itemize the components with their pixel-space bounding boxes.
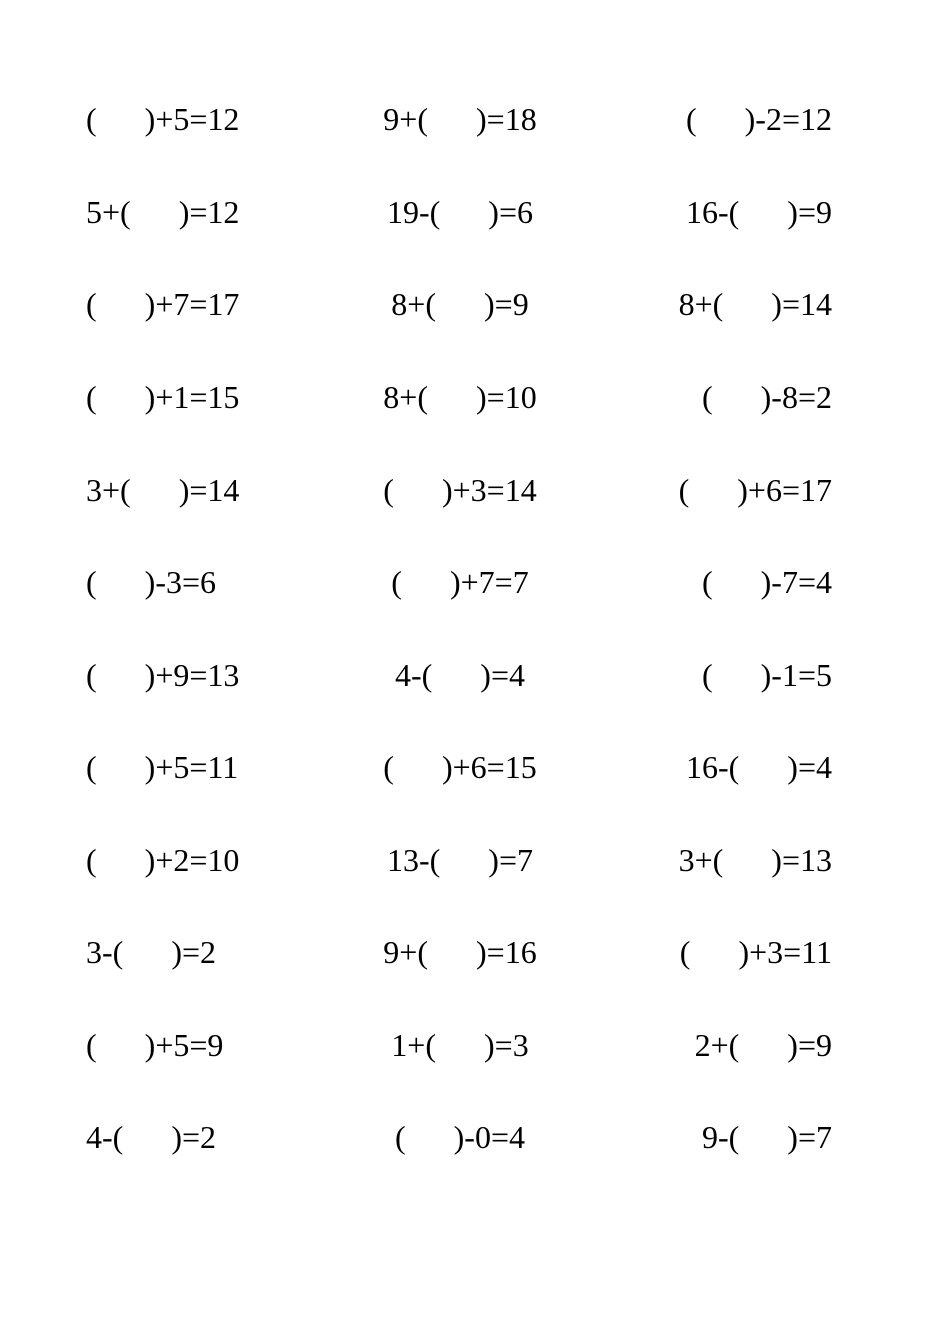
- problem: 8+( )=10: [383, 379, 537, 415]
- problem-row: [0, 377, 950, 417]
- problem-row: [0, 932, 950, 972]
- problem: 8+( )=14: [678, 286, 832, 322]
- problem-row: [0, 840, 950, 880]
- problem: 16-( )=9: [685, 194, 832, 230]
- problem: ( )+7=17: [86, 286, 240, 322]
- problem: 8+( )=9: [391, 286, 529, 322]
- problem-row: [0, 1117, 950, 1157]
- problem: 13-( )=7: [386, 842, 533, 878]
- problem: 4-( )=4: [394, 657, 525, 693]
- problem: ( )-8=2: [701, 379, 832, 415]
- problem: ( )+7=7: [391, 564, 529, 600]
- problem: ( )+5=9: [86, 1027, 224, 1063]
- problem: ( )+6=17: [678, 472, 832, 508]
- problem-row: [0, 655, 950, 695]
- problem: ( )+5=12: [86, 101, 240, 137]
- problem: 9+( )=18: [383, 101, 537, 137]
- problem: ( )+9=13: [86, 657, 240, 693]
- problem-row: [0, 99, 950, 139]
- problem: ( )+2=10: [86, 842, 240, 878]
- problem: 3-( )=2: [86, 934, 217, 970]
- problem: 5+( )=12: [86, 194, 240, 230]
- problem-row: [0, 1025, 950, 1065]
- problem: ( )+6=15: [383, 749, 537, 785]
- problem: ( )-0=4: [394, 1119, 525, 1155]
- problem: ( )+3=11: [679, 934, 832, 970]
- problem: ( )-1=5: [701, 657, 832, 693]
- problem: 9-( )=7: [701, 1119, 832, 1155]
- problem: ( )-2=12: [685, 101, 832, 137]
- problem-row: [0, 192, 950, 232]
- problem: 9+( )=16: [383, 934, 537, 970]
- problem: ( )+3=14: [383, 472, 537, 508]
- problem-row: [0, 562, 950, 602]
- problem: ( )+5=11: [86, 749, 239, 785]
- problem: ( )+1=15: [86, 379, 240, 415]
- problem-row: [0, 747, 950, 787]
- problem: 1+( )=3: [391, 1027, 529, 1063]
- problem: ( )-7=4: [701, 564, 832, 600]
- problem-row: [0, 470, 950, 510]
- problem: 16-( )=4: [685, 749, 832, 785]
- problem: 3+( )=14: [86, 472, 240, 508]
- problem-row: [0, 284, 950, 324]
- problem: 3+( )=13: [678, 842, 832, 878]
- problem: ( )-3=6: [86, 564, 217, 600]
- problem: 19-( )=6: [386, 194, 533, 230]
- problem: 4-( )=2: [86, 1119, 217, 1155]
- problem: 2+( )=9: [694, 1027, 832, 1063]
